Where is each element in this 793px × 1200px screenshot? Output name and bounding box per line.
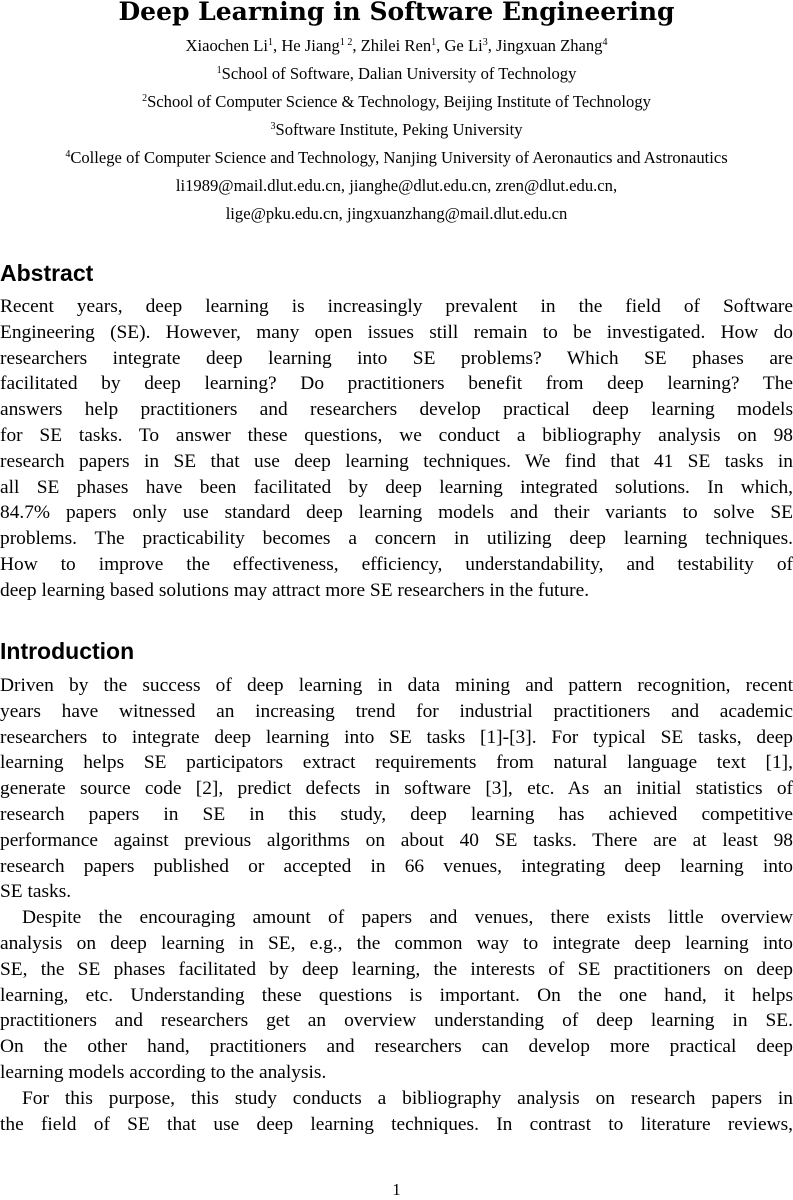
- author-name: Jingxuan Zhang: [496, 36, 603, 55]
- email-line: li1989@mail.dlut.edu.cn, jianghe@dlut.edu.cn, zren@dlut.edu.cn,: [175, 176, 618, 195]
- text-line: the field of SE that use deep learning techniques. In contrast to literature reviews,: [0, 1113, 793, 1135]
- affiliation: [0, 144, 793, 172]
- text-line: learning models according to the analysis.: [0, 1061, 327, 1083]
- text-line: learning, etc. Understanding these questions is important. On the one hand, it helps: [0, 984, 793, 1006]
- text-line: SE tasks.: [0, 881, 72, 903]
- author-affiliation-mark: 4: [602, 37, 608, 48]
- author-name: Xiaochen Li: [185, 36, 269, 55]
- text-line: Despite the encouraging amount of papers and venues, there exists little overview: [22, 907, 793, 929]
- text-line: learning helps SE participators extract requirements from natural language text [1],: [0, 752, 793, 774]
- text-line: SE, the SE phases facilitated by deep learning, the interests of SE practitioners on deep: [0, 958, 793, 980]
- text-line: On the other hand, practitioners and researchers can develop more practical deep: [0, 1036, 793, 1058]
- paper-title: Deep Learning in Software Engineering: [118, 0, 675, 26]
- author-affiliation-mark: 1: [268, 37, 274, 48]
- affiliation-mark: 4: [65, 149, 71, 160]
- author-affiliation-mark: 3: [482, 37, 488, 48]
- text-line: research papers in SE that use deep learning techniques. We find that 41 SE tasks in: [0, 450, 793, 472]
- front-matter: [0, 32, 793, 228]
- text-line: research papers published or accepted in 66 venues, integrating deep learning into: [0, 855, 793, 877]
- text-line: practitioners and researchers get an overview understanding of deep learning in SE.: [0, 1010, 793, 1032]
- text-line: Recent years, deep learning is increasingly prevalent in the field of Software: [0, 296, 793, 317]
- text-line: facilitated by deep learning? Do practitioners benefit from deep learning? The: [0, 373, 793, 395]
- text-line: Engineering (SE). However, many open issues still remain to be investigated. How do: [0, 321, 793, 343]
- page-number: 1: [392, 1180, 401, 1199]
- text-line: deep learning based solutions may attract more SE researchers in the future.: [0, 579, 590, 601]
- author-name: Ge Li: [444, 36, 483, 55]
- text-line: all SE phases have been facilitated by deep learning integrated solutions. In which,: [0, 476, 793, 498]
- affiliation: [0, 88, 793, 116]
- author-list: Xiaochen Li$^1$, He Jiang$^{1 2}$, Zhilei Ren$^1$, Ge Li$^3$, Jingxuan Zhang$^4$: [185, 36, 608, 55]
- affiliation-mark: 3: [270, 121, 276, 132]
- text-line: years have witnessed an increasing trend for industrial practitioners and academic: [0, 700, 793, 722]
- text-line: analysis on deep learning in SE, e.g., the common way to integrate deep learning into: [0, 932, 793, 954]
- affiliation: [0, 60, 793, 88]
- text-line: research papers in SE in this study, deep learning has achieved competitive: [0, 803, 793, 825]
- author-affiliation-mark: 1: [431, 37, 437, 48]
- abstract-body: [0, 294, 793, 604]
- abstract-heading: Abstract: [0, 260, 94, 286]
- affiliation-mark: 1: [216, 65, 222, 76]
- email-line: lige@pku.edu.cn, jingxuanzhang@mail.dlut.edu.cn: [225, 204, 568, 223]
- text-line: For this purpose, this study conducts a bibliography analysis on research papers in: [22, 1087, 793, 1109]
- text-line: researchers integrate deep learning into SE problems? Which SE phases are: [0, 347, 793, 369]
- affiliation-text: College of Computer Science and Technology, Nanjing University of Aeronautics and Astronautics: [70, 148, 728, 167]
- author-name: He Jiang: [281, 36, 340, 55]
- text-line: researchers to integrate deep learning into SE tasks [1]-[3]. For typical SE tasks, deep: [0, 726, 793, 748]
- introduction-body: [0, 673, 793, 1137]
- author-affiliation-mark: 1 2: [339, 37, 353, 48]
- affiliation-text: School of Software, Dalian University of Technology: [221, 64, 577, 83]
- text-line: How to improve the effectiveness, efficiency, understandability, and testability of: [0, 553, 793, 575]
- introduction-heading: Introduction: [0, 638, 135, 664]
- affiliation-text: Software Institute, Peking University: [275, 120, 523, 139]
- affiliation-mark: 2: [142, 93, 148, 104]
- text-line: Driven by the success of deep learning in data mining and pattern recognition, recent: [0, 675, 793, 696]
- text-line: 84.7% papers only use standard deep learning models and their variants to solve SE: [0, 502, 793, 524]
- affiliation: [0, 116, 793, 144]
- text-line: generate source code [2], predict defects in software [3], etc. As an initial statistics of: [0, 778, 793, 800]
- author-name: Zhilei Ren: [360, 36, 432, 55]
- text-line: performance against previous algorithms on about 40 SE tasks. There are at least 98: [0, 829, 793, 851]
- text-line: problems. The practicability becomes a concern in utilizing deep learning techniques.: [0, 528, 793, 550]
- text-line: answers help practitioners and researchers develop practical deep learning models: [0, 399, 793, 421]
- text-line: for SE tasks. To answer these questions, we conduct a bibliography analysis on 98: [0, 424, 793, 446]
- affiliation-text: School of Computer Science & Technology, Beijing Institute of Technology: [147, 92, 651, 111]
